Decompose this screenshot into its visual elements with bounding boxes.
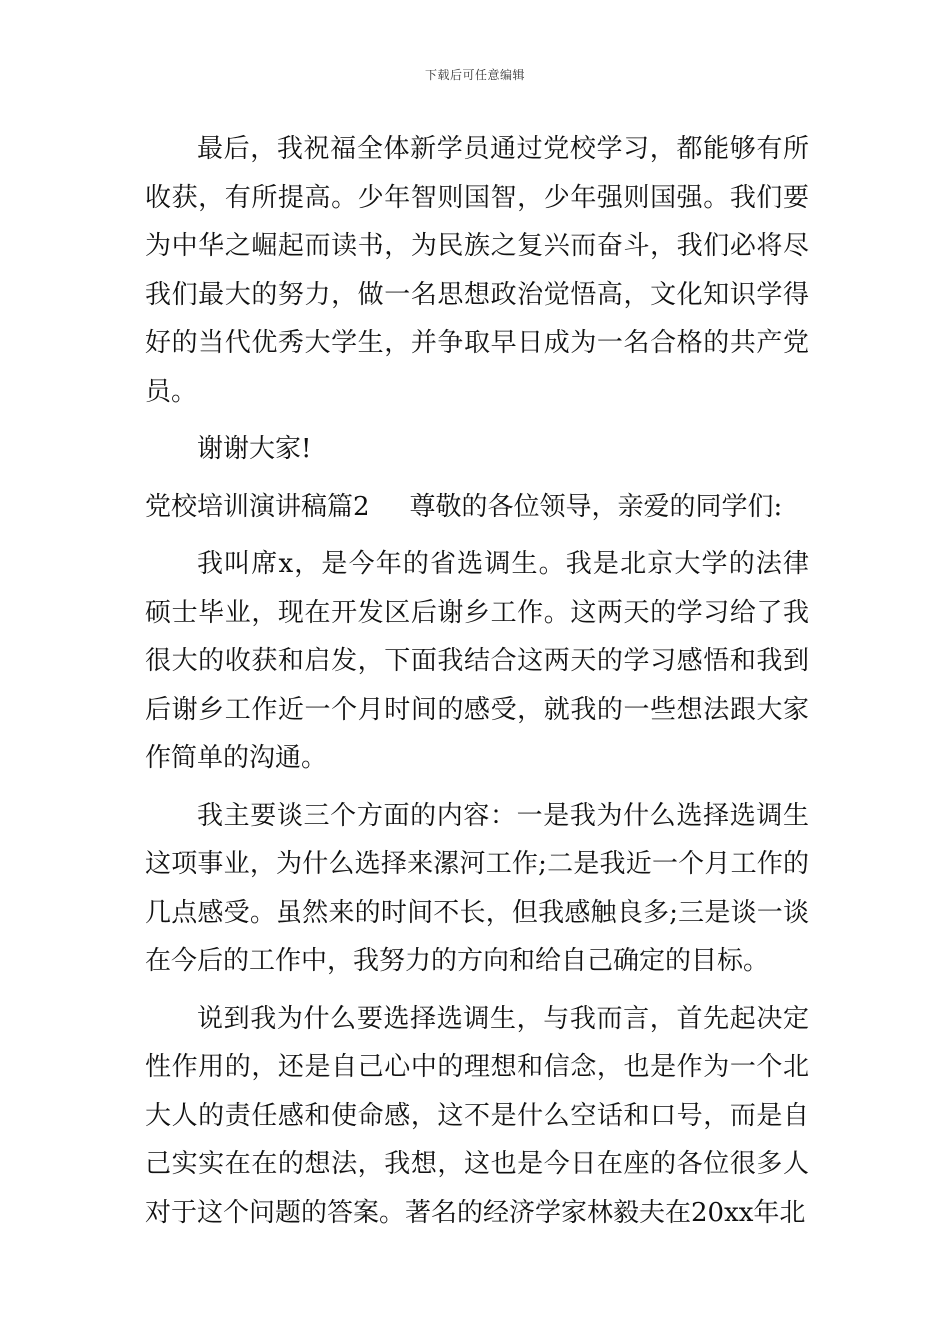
section-salutation: 尊敬的各位领导，亲爱的同学们:: [409, 491, 783, 522]
document-body: [145, 125, 809, 1246]
paragraph-thanks: 谢谢大家!: [197, 434, 312, 464]
paragraph-closing-wishes: 最后，我祝福全体新学员通过党校学习，都能够有所收获，有所提高。少年智则国智，少年强则国强。我们要为中华之崛起而读书，为民族之复兴而奋斗，我们必将尽我们最大的努力，做一名思想政治觉悟高，文化知识学得好的当代优秀大学生，并争取早日成为一名合格的共产党员。: [145, 134, 809, 407]
paragraph-three-aspects: 我主要谈三个方面的内容：一是我为什么选择选调生这项事业，为什么选择来漯河工作;二是我近一个月工作的几点感受。虽然来的时间不长，但我感触良多;三是谈一谈在今后的工作中，我努力的方向和给自己确定的目标。: [145, 800, 809, 976]
paragraph-self-introduction: 我叫席x，是今年的省选调生。我是北京大学的法律硕士毕业，现在开发区后谢乡工作。这两天的学习给了我很大的收获和启发，下面我结合这两天的学习感悟和我到后谢乡工作近一个月时间的感受，就我的一些想法跟大家作简单的沟通。: [145, 549, 809, 773]
header-note: 下载后可任意编辑: [424, 68, 525, 82]
paragraph-reasons: 说到我为什么要选择选调生，与我而言，首先起决定性作用的，还是自己心中的理想和信念，也是作为一个北大人的责任感和使命感，这不是什么空话和口号，而是自己实实在在的想法，我想，这也是今日在座的各位很多人对于这个问题的答案。著名的经济学家林毅夫在20xx年北: [145, 1003, 809, 1228]
section-title-line: [145, 483, 809, 532]
section-title: 党校培训演讲稿篇2: [145, 491, 370, 522]
